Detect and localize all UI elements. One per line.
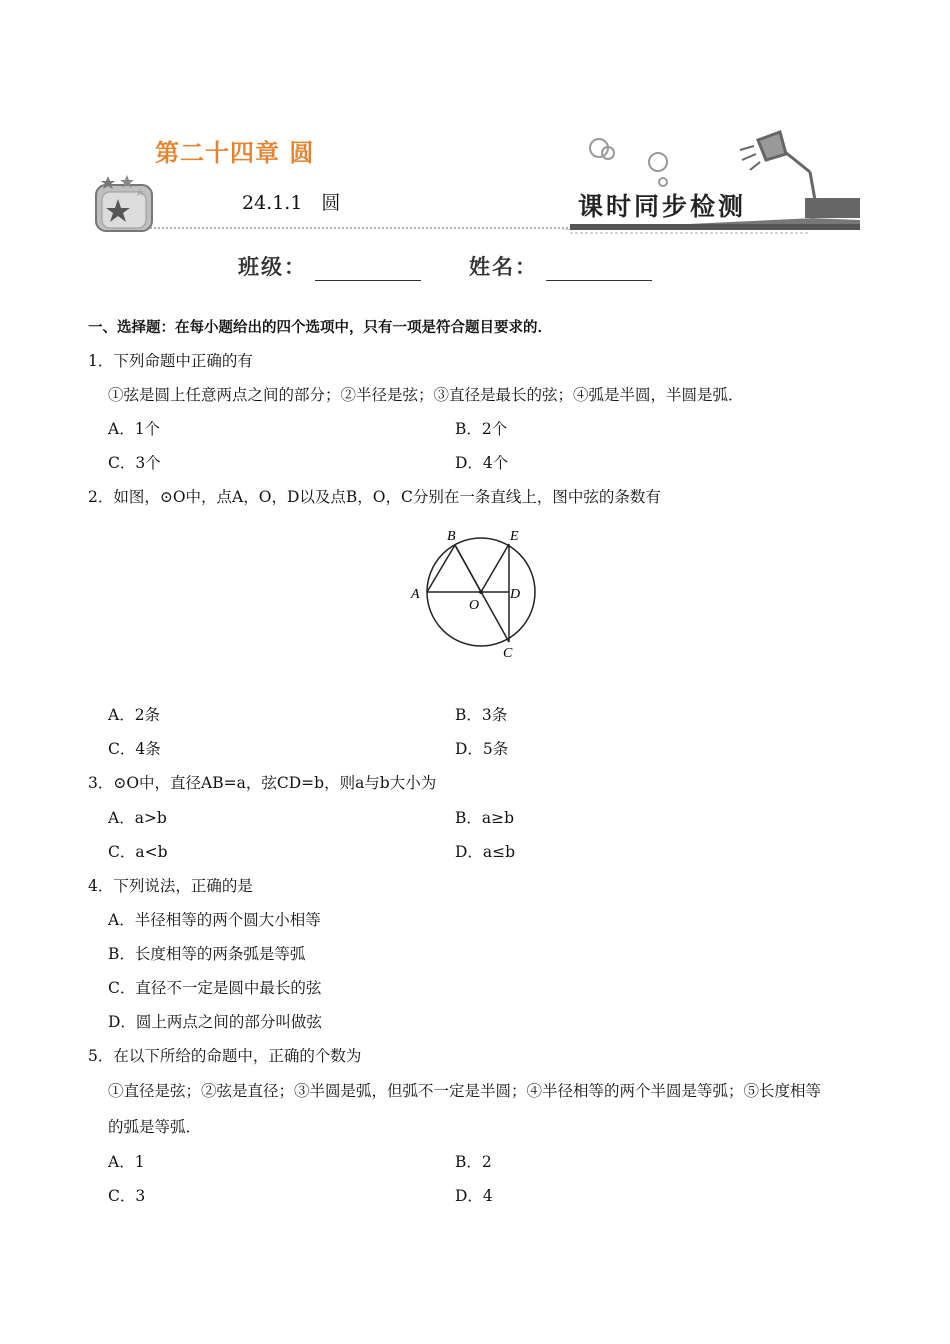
label-c: C [503, 646, 513, 660]
q4-option-c[interactable]: C．直径不一定是圆中最长的弦 [108, 979, 322, 997]
q2-option-d[interactable]: D．5条 [455, 740, 509, 758]
q4-option-d[interactable]: D．圆上两点之间的部分叫做弦 [108, 1013, 322, 1031]
star-badge-icon [96, 175, 152, 231]
q2-option-b[interactable]: B．3条 [455, 706, 508, 724]
segment-oe [481, 544, 509, 592]
bubble-icons [590, 139, 667, 186]
q2-option-c[interactable]: C．4条 [108, 740, 161, 758]
name-label: 姓名： [469, 255, 538, 279]
q5-option-c[interactable]: C．3 [108, 1187, 146, 1205]
q1-option-d[interactable]: D．4个 [455, 454, 509, 472]
q5-option-a[interactable]: A．1 [108, 1153, 145, 1171]
chord-ab [427, 545, 455, 592]
q3-option-d[interactable]: D．a≤b [455, 843, 516, 861]
q2-option-a[interactable]: A．2条 [108, 706, 161, 724]
label-a: A [411, 587, 420, 602]
banner-title: 课时同步检测 [578, 192, 747, 221]
question-3-stem: 3．⊙O中，直径AB=a，弦CD=b，则a与b大小为 [88, 774, 437, 792]
q4-option-b[interactable]: B．长度相等的两条弧是等弧 [108, 945, 306, 963]
q5-option-b[interactable]: B．2 [455, 1153, 492, 1171]
segment-bo [455, 545, 481, 592]
desk-lamp-icon [740, 132, 815, 200]
question-1-stem: 1．下列命题中正确的有 [88, 352, 253, 370]
q1-option-c[interactable]: C．3个 [108, 454, 161, 472]
circle-figure [405, 520, 555, 660]
q1-option-b[interactable]: B．2个 [455, 420, 508, 438]
q4-option-a[interactable]: A．半径相等的两个圆大小相等 [108, 911, 321, 929]
label-d: D [510, 587, 521, 602]
question-1-detail: ①弦是圆上任意两点之间的部分；②半径是弦；③直径是最长的弦；④弧是半圆，半圆是弧． [108, 386, 744, 404]
question-2-stem: 2．如图，⊙O中，点A，O，D以及点B，O，C分别在一条直线上，图中弦的条数有 [88, 488, 661, 506]
section-title: 一、选择题：在每小题给出的四个选项中，只有一项是符合题目要求的． [88, 320, 552, 336]
name-blank[interactable] [546, 260, 652, 281]
q3-option-b[interactable]: B．a≥b [455, 809, 515, 827]
question-5-detail-line1: ①直径是弦；②弦是直径；③半圆是弧，但弧不一定是半圆；④半径相等的两个半圆是等弧；⑤长度相等 [108, 1082, 822, 1100]
label-o: O [469, 598, 480, 613]
center-point [479, 590, 483, 594]
class-label: 班级： [238, 255, 307, 279]
q5-option-d[interactable]: D．4 [455, 1187, 493, 1205]
question-5-stem: 5．在以下所给的命题中，正确的个数为 [88, 1047, 362, 1065]
q1-option-a[interactable]: A．1个 [108, 420, 161, 438]
section-number: 24.1.1 圆 [242, 192, 341, 214]
question-5-detail-line2: 的弧是等弧． [108, 1118, 202, 1136]
chapter-title: 第二十四章 圆 [155, 139, 315, 167]
class-field [238, 251, 421, 281]
label-e: E [510, 529, 519, 544]
question-4-stem: 4．下列说法，正确的是 [88, 877, 253, 895]
name-field [469, 251, 652, 281]
label-b: B [447, 529, 456, 544]
q3-option-a[interactable]: A．a>b [108, 809, 167, 827]
q3-option-c[interactable]: C．a<b [108, 843, 168, 861]
class-blank[interactable] [315, 260, 421, 281]
